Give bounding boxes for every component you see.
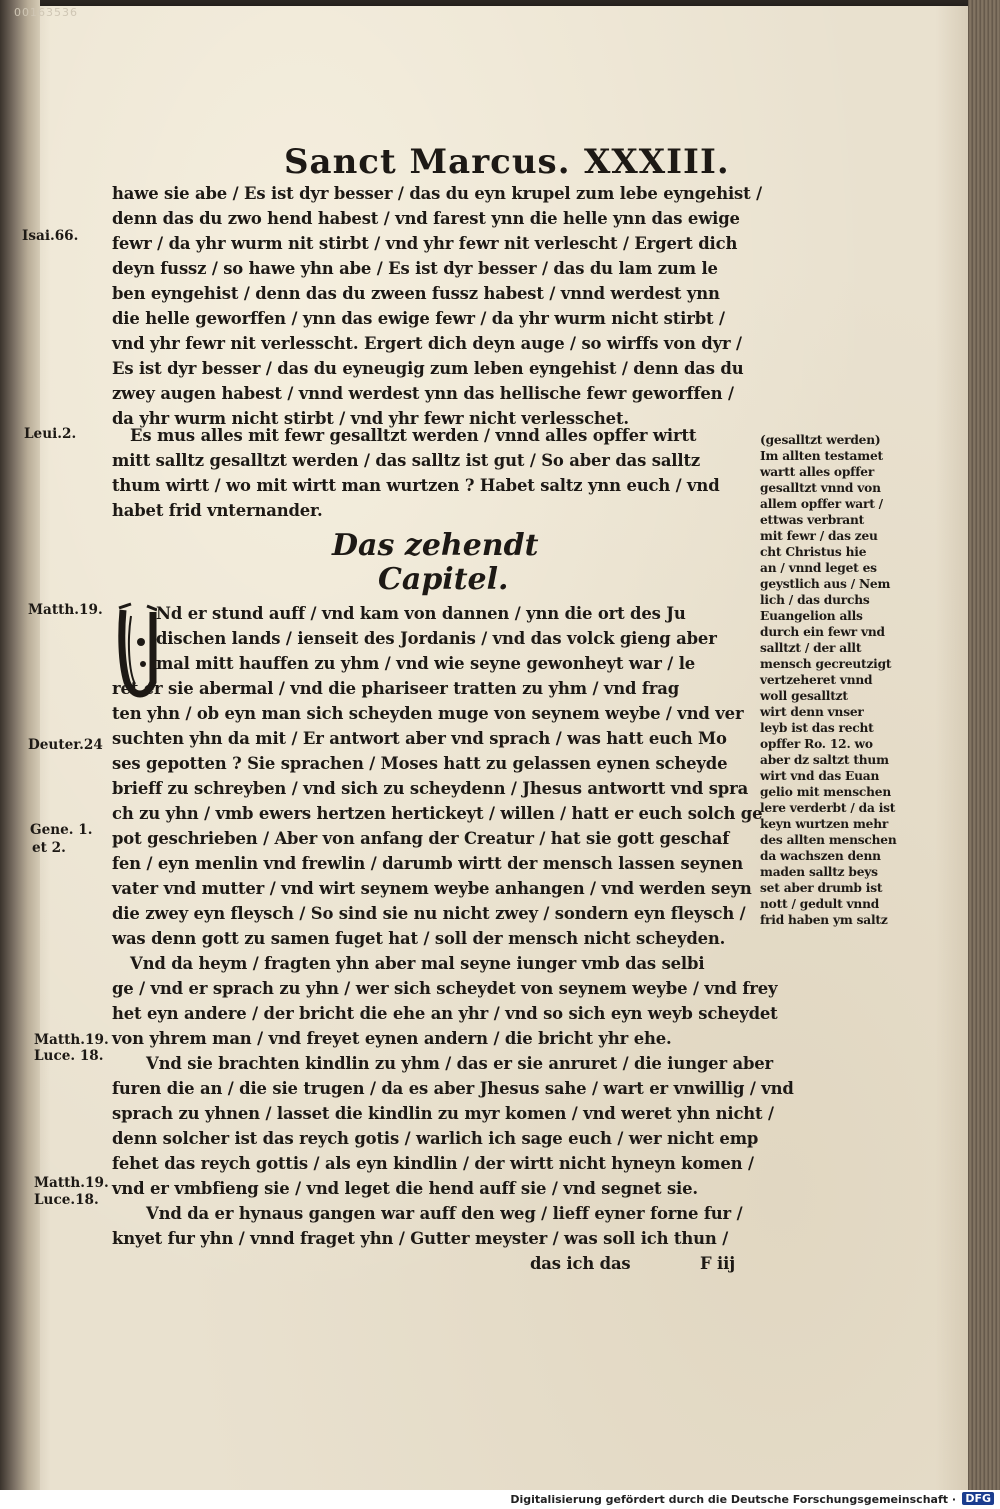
catchword: das ich das <box>530 1254 631 1273</box>
margin-ref: Gene. 1. <box>30 822 93 838</box>
chapter-heading-line2: Capitel. <box>378 562 509 597</box>
gloss-line: wirt denn vnser <box>760 705 864 719</box>
body-line: het eyn andere / der bricht die ehe an yhr / vnd so sich eyn weyb scheydet <box>112 1004 778 1023</box>
gloss-line: mit fewr / das zeu <box>760 529 878 543</box>
book-edge <box>968 0 1000 1490</box>
gloss-line: aber dz saltzt thum <box>760 753 889 767</box>
margin-ref: Leui.2. <box>24 426 77 442</box>
running-title: Sanct Marcus. <box>284 142 571 182</box>
gloss-line: lere verderbt / da ist <box>760 801 896 815</box>
gloss-line: set aber drumb ist <box>760 881 883 895</box>
gloss-line: gelio mit menschen <box>760 785 891 799</box>
body-line: Nd er stund auff / vnd kam von dannen / ynn die ort des Ju <box>156 604 686 623</box>
margin-ref: Deuter.24 <box>28 737 103 753</box>
body-line: mal mitt hauffen zu yhm / vnd wie seyne gewonheyt war / le <box>156 654 696 673</box>
body-line: ge / vnd er sprach zu yhn / wer sich scheydet von seynem weybe / vnd frey <box>112 979 778 998</box>
scan-id: 00163536 <box>14 6 78 19</box>
body-line: habet frid vnternander. <box>112 501 323 520</box>
body-line: ch zu yhn / vmb ewers hertzen hertickeyt / willen / hatt er euch solch ge <box>112 804 763 823</box>
body-line: fehet das reych gottis / als eyn kindlin / der wirtt nicht hyneyn komen / <box>112 1154 754 1173</box>
gloss-line: salltzt / der allt <box>760 641 862 655</box>
body-line: deyn fussz / so hawe yhn abe / Es ist dyr besser / das du lam zum le <box>112 259 718 278</box>
gloss-line: (gesalltzt werden) <box>760 433 881 447</box>
body-line: ses gepotten ? Sie sprachen / Moses hatt zu gelassen eynen scheyde <box>112 754 728 773</box>
margin-ref: Matth.19. <box>34 1032 109 1048</box>
gloss-line: maden salltz beys <box>760 865 878 879</box>
gloss-line: des allten menschen <box>760 833 897 847</box>
body-line: denn das du zwo hend habest / vnd farest ynn die helle ynn das ewige <box>112 209 740 228</box>
gloss-line: da wachszen denn <box>760 849 881 863</box>
body-line: Es ist dyr besser / das du eyneugig zum leben eyngehist / denn das du <box>112 359 744 378</box>
gloss-line: geystlich aus / Nem <box>760 577 891 591</box>
margin-ref: Luce.18. <box>34 1192 99 1208</box>
footer-credit: Digitalisierung gefördert durch die Deutsche Forschungsgemeinschaft · <box>510 1493 956 1506</box>
dfg-logo: DFG <box>962 1492 994 1505</box>
gloss-line: durch ein fewr vnd <box>760 625 885 639</box>
gloss-line: Euangelion alls <box>760 609 863 623</box>
body-line: dischen lands / ienseit des Jordanis / vnd das volck gieng aber <box>156 629 717 648</box>
gloss-line: wirt vnd das Euan <box>760 769 880 783</box>
body-line: ret er sie abermal / vnd die phariseer tratten zu yhm / vnd frag <box>112 679 680 698</box>
margin-ref: Matth.19. <box>34 1175 109 1191</box>
body-line: vnd er vmbfieng sie / vnd leget die hend auff sie / vnd segnet sie. <box>112 1179 698 1198</box>
gloss-line: mensch gecreutzigt <box>760 657 892 671</box>
body-line: thum wirtt / wo mit wirtt man wurtzen ? Habet saltz ynn euch / vnd <box>112 476 720 495</box>
body-line: fen / eyn menlin vnd frewlin / darumb wirtt der mensch lassen seynen <box>112 854 744 873</box>
gloss-line: gesalltzt vnnd von <box>760 481 881 495</box>
body-line: die helle geworffen / ynn das ewige fewr / da yhr wurm nicht stirbt / <box>112 309 725 328</box>
gloss-line: opffer Ro. 12. wo <box>760 737 873 751</box>
body-line: die zwey eyn fleysch / So sind sie nu nicht zwey / sondern eyn fleysch / <box>112 904 746 923</box>
body-line: fewr / da yhr wurm nit stirbt / vnd yhr fewr nit verlescht / Ergert dich <box>112 234 738 253</box>
body-line: mitt salltz gesalltzt werden / das salltz ist gut / So aber das salltz <box>112 451 701 470</box>
margin-ref: Luce. 18. <box>34 1048 104 1064</box>
gloss-line: keyn wurtzen mehr <box>760 817 889 831</box>
gloss-line: ettwas verbrant <box>760 513 865 527</box>
body-line: was denn gott zu samen fuget hat / soll der mensch nicht scheyden. <box>112 929 726 948</box>
gloss-line: an / vnnd leget es <box>760 561 877 575</box>
signature-mark: F iij <box>700 1254 735 1273</box>
gloss-line: woll gesalltzt <box>760 689 848 703</box>
body-line: Vnd da heym / fragten yhn aber mal seyne iunger vmb das selbi <box>130 954 705 973</box>
body-line: zwey augen habest / vnnd werdest ynn das hellische fewr geworffen / <box>112 384 734 403</box>
body-line: ben eyngehist / denn das du zween fussz habest / vnnd werdest ynn <box>112 284 720 303</box>
body-line: von yhrem man / vnd freyet eynen andern / die bricht yhr ehe. <box>112 1029 672 1048</box>
body-line: da yhr wurm nicht stirbt / vnd yhr fewr nicht verlesschet. <box>112 409 629 428</box>
body-line: denn solcher ist das reych gotis / warlich ich sage euch / wer nicht emp <box>112 1129 759 1148</box>
gloss-line: nott / gedult vnnd <box>760 897 880 911</box>
body-line: sprach zu yhnen / lasset die kindlin zu myr komen / vnd weret yhn nicht / <box>112 1104 774 1123</box>
margin-ref: Isai.66. <box>22 228 79 244</box>
folio-number: XXXIII. <box>584 142 730 182</box>
body-line: Vnd da er hynaus gangen war auff den weg / lieff eyner forne fur / <box>146 1204 743 1223</box>
margin-ref: et 2. <box>32 840 66 856</box>
margin-ref: Matth.19. <box>28 602 103 618</box>
body-line: Vnd sie brachten kindlin zu yhm / das er sie anruret / die iunger aber <box>146 1054 774 1073</box>
body-line: ten yhn / ob eyn man sich scheyden muge von seynem weybe / vnd ver <box>112 704 744 723</box>
gloss-line: lich / das durchs <box>760 593 870 607</box>
body-line: pot geschrieben / Aber von anfang der Creatur / hat sie gott geschaf <box>112 829 730 848</box>
chapter-heading-line1: Das zehendt <box>332 528 539 563</box>
gloss-line: wartt alles opffer <box>760 465 875 479</box>
gloss-line: frid haben ym saltz <box>760 913 888 927</box>
body-line: vnd yhr fewr nit verlesscht. Ergert dich deyn auge / so wirffs von dyr / <box>112 334 742 353</box>
gloss-line: allem opffer wart / <box>760 497 883 511</box>
body-line: furen die an / die sie trugen / da es aber Jhesus sahe / wart er vnwillig / vnd <box>112 1079 794 1098</box>
gloss-line: leyb ist das recht <box>760 721 874 735</box>
body-line: hawe sie abe / Es ist dyr besser / das du eyn krupel zum lebe eyngehist / <box>112 184 762 203</box>
body-line: vater vnd mutter / vnd wirt seynem weybe anhangen / vnd werden seyn <box>112 879 752 898</box>
body-line: knyet fur yhn / vnnd fraget yhn / Gutter meyster / was soll ich thun / <box>112 1229 729 1248</box>
body-line: brieff zu schreyben / vnd sich zu scheydenn / Jhesus antwortt vnd spra <box>112 779 749 798</box>
gloss-line: vertzeheret vnnd <box>760 673 873 687</box>
gloss-line: Im allten testamet <box>760 449 883 463</box>
body-line: Es mus alles mit fewr gesalltzt werden / vnnd alles opffer wirtt <box>130 426 697 445</box>
gloss-line: cht Christus hie <box>760 545 867 559</box>
body-line: suchten yhn da mit / Er antwort aber vnd sprach / was hatt euch Mo <box>112 729 727 748</box>
